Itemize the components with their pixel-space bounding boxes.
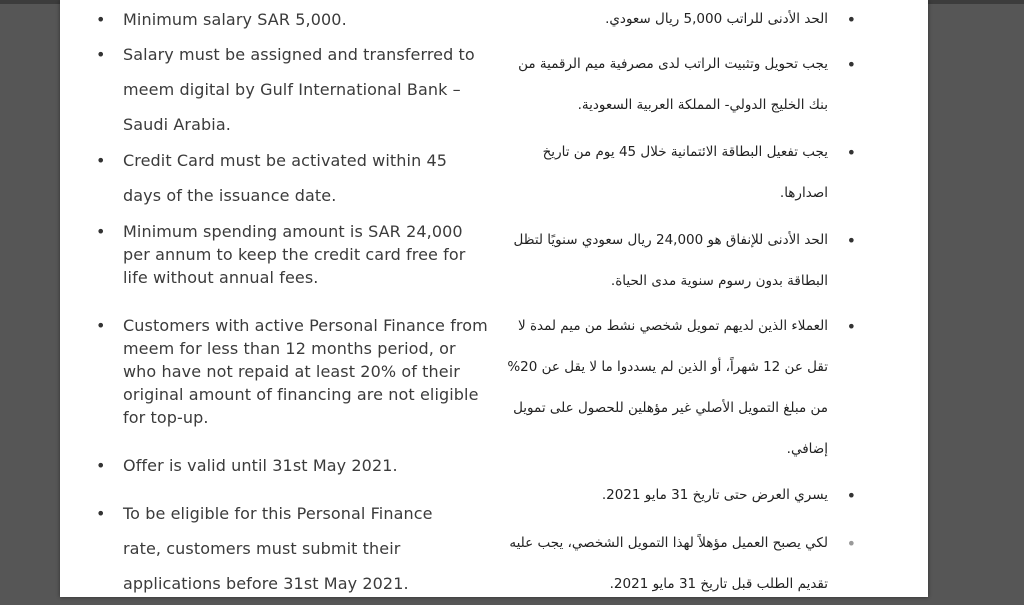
term-text: العملاء الذين لديهم تمويل شخصي نشط من ميم لمدة لا تقل عن 12 شهراً، أو الذين لم يسددوا ما لا يقل عن 20% من مبلغ التمويل الأصلي غير مؤهلين للحصول على تمويل إضافي. <box>507 318 828 457</box>
term-text: Customers with active Personal Finance from meem for less than 12 months period, or who have not repaid at least 20% of their original amount of financing are not eligible for top-up. <box>123 316 488 427</box>
term-text: Salary must be assigned and transferred to meem digital by Gulf International Bank – Saudi Arabia. <box>123 45 475 134</box>
term-text: لكي يصبح العميل مؤهلاً لهذا التمويل الشخصي، يجب عليه تقديم الطلب قبل تاريخ 31 مايو 2021. <box>509 535 828 592</box>
list-item <box>90 2 490 37</box>
term-text: Minimum salary SAR 5,000. <box>123 10 347 29</box>
bullet-icon: • <box>846 317 856 336</box>
term-text: يجب تفعيل البطاقة الائتمانية خلال 45 يوم من تاريخ اصدارها. <box>542 144 828 201</box>
bullet-icon: • <box>846 534 856 553</box>
list-item <box>500 478 856 513</box>
list-item <box>500 523 856 605</box>
document-page <box>60 0 928 597</box>
term-text: To be eligible for this Personal Finance rate, customers must submit their applications before 31st May 2021. <box>123 504 433 593</box>
term-text: Credit Card must be activated within 45 days of the issuance date. <box>123 151 448 205</box>
list-item <box>90 314 490 429</box>
list-item <box>500 306 856 470</box>
bullet-icon: • <box>846 55 856 74</box>
bullet-icon: • <box>96 45 106 64</box>
bullet-icon: • <box>846 231 856 250</box>
list-item <box>90 37 490 142</box>
bullet-icon: • <box>846 143 856 162</box>
term-text: يجب تحويل وتثبيت الراتب لدى مصرفية ميم الرقمية من بنك الخليج الدولي- المملكة العربية السعودية. <box>518 56 828 113</box>
term-text: Minimum spending amount is SAR 24,000 per annum to keep the credit card free for life without annual fees. <box>123 222 466 287</box>
list-item <box>500 2 856 37</box>
list-item <box>500 44 856 126</box>
list-item <box>500 220 856 302</box>
list-item <box>90 143 490 213</box>
term-text: الحد الأدنى للإنفاق هو 24,000 ريال سعودي سنويًا لتظل البطاقة بدون رسوم سنوية مدى الحياة. <box>513 232 828 289</box>
bullet-icon: • <box>96 456 106 475</box>
list-item <box>500 132 856 214</box>
bullet-icon: • <box>96 222 106 241</box>
bullet-icon: • <box>846 10 856 29</box>
list-item <box>90 448 490 483</box>
bullet-icon: • <box>96 151 106 170</box>
bullet-icon: • <box>96 504 106 523</box>
list-item <box>90 220 490 289</box>
list-item <box>90 496 490 601</box>
bullet-icon: • <box>846 486 856 505</box>
bullet-icon: • <box>96 10 106 29</box>
term-text: Offer is valid until 31st May 2021. <box>123 456 398 475</box>
bullet-icon: • <box>96 316 106 335</box>
term-text: الحد الأدنى للراتب 5,000 ريال سعودي. <box>605 11 828 27</box>
term-text: يسري العرض حتى تاريخ 31 مايو 2021. <box>601 487 828 503</box>
